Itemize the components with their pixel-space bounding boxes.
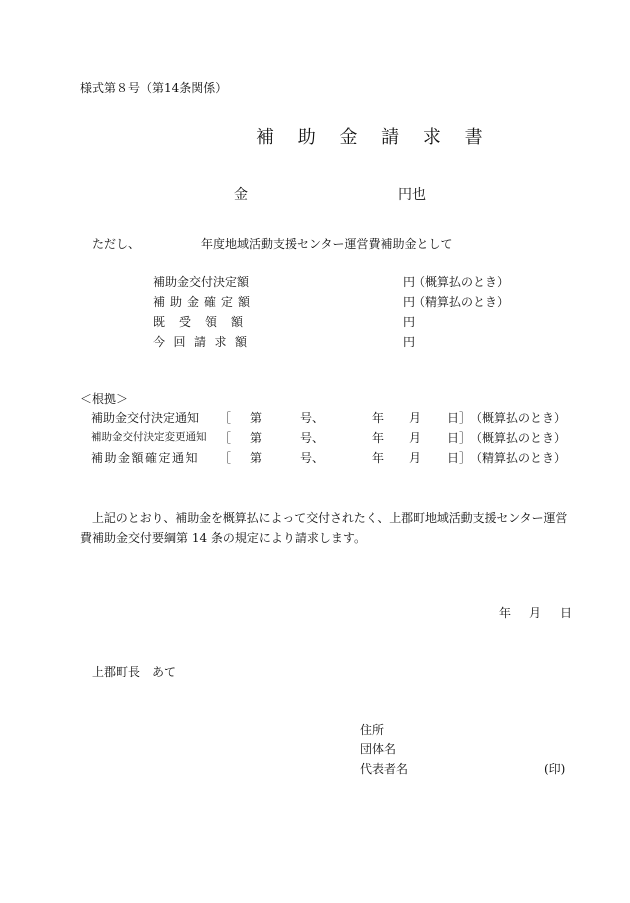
- basis-go: 号、: [300, 431, 325, 445]
- basis-year: 年: [372, 451, 385, 465]
- amount-label-received: 既受領額: [153, 315, 258, 329]
- body-line-2: 費補助金交付要綱第 14 条の規定により請求します。: [80, 531, 366, 545]
- basis-no: 第: [250, 451, 263, 465]
- document-title: 補 助 金 請 求 書: [256, 127, 492, 148]
- date-month: 月: [529, 606, 542, 620]
- basis-day: 日］: [447, 411, 472, 425]
- date-day: 日: [560, 606, 573, 620]
- basis-open-bracket: ［: [219, 451, 232, 465]
- basis-month: 月: [409, 451, 422, 465]
- basis-open-bracket: ［: [219, 431, 232, 445]
- basis-name: 補助金交付決定変更通知: [91, 431, 207, 443]
- basis-go: 号、: [300, 411, 325, 425]
- body-line-1: 上記のとおり、補助金を概算払によって交付されたく、上郡町地域活動支援センター運営: [92, 511, 568, 525]
- applicant-address-label: 住所: [360, 723, 385, 737]
- basis-open-bracket: ［: [219, 411, 232, 425]
- amount-suffix: 円也: [398, 187, 426, 203]
- basis-day: 日］: [447, 451, 472, 465]
- basis-no: 第: [250, 411, 263, 425]
- seal-mark: (印): [544, 762, 566, 776]
- purpose-text: 年度地域活動支援センター運営費補助金として: [201, 237, 453, 251]
- basis-no: 第: [250, 431, 263, 445]
- basis-note: （精算払のとき）: [470, 451, 567, 465]
- amount-prefix: 金: [234, 187, 248, 203]
- amount-unit: 円: [403, 335, 416, 349]
- amount-label-confirmed: 補助金確定額: [153, 295, 256, 309]
- amount-unit: 円: [403, 275, 416, 289]
- amount-unit: 円: [403, 295, 416, 309]
- amount-note: （概算払のとき）: [413, 275, 510, 289]
- basis-month: 月: [409, 431, 422, 445]
- basis-day: 日］: [447, 431, 472, 445]
- basis-name: 補助金交付決定通知: [91, 411, 200, 425]
- amount-label-current: 今回請求額: [153, 335, 256, 349]
- form-number: 様式第８号（第14条関係）: [80, 81, 228, 95]
- basis-note: （概算払のとき）: [470, 411, 567, 425]
- basis-year: 年: [372, 431, 385, 445]
- basis-name: 補助金額確定通知: [91, 451, 200, 465]
- basis-year: 年: [372, 411, 385, 425]
- amount-note: （精算払のとき）: [413, 295, 510, 309]
- basis-go: 号、: [300, 451, 325, 465]
- basis-heading: ＜根拠＞: [80, 392, 129, 406]
- basis-month: 月: [409, 411, 422, 425]
- purpose-lead: ただし、: [92, 237, 141, 251]
- addressee: 上郡町長 あて: [92, 665, 177, 679]
- basis-note: （概算払のとき）: [470, 431, 567, 445]
- amount-label-decision: 補助金交付決定額: [153, 275, 250, 289]
- date-year: 年: [499, 606, 512, 620]
- amount-unit: 円: [403, 315, 416, 329]
- applicant-representative-label: 代表者名: [360, 762, 409, 776]
- applicant-group-label: 団体名: [360, 742, 397, 756]
